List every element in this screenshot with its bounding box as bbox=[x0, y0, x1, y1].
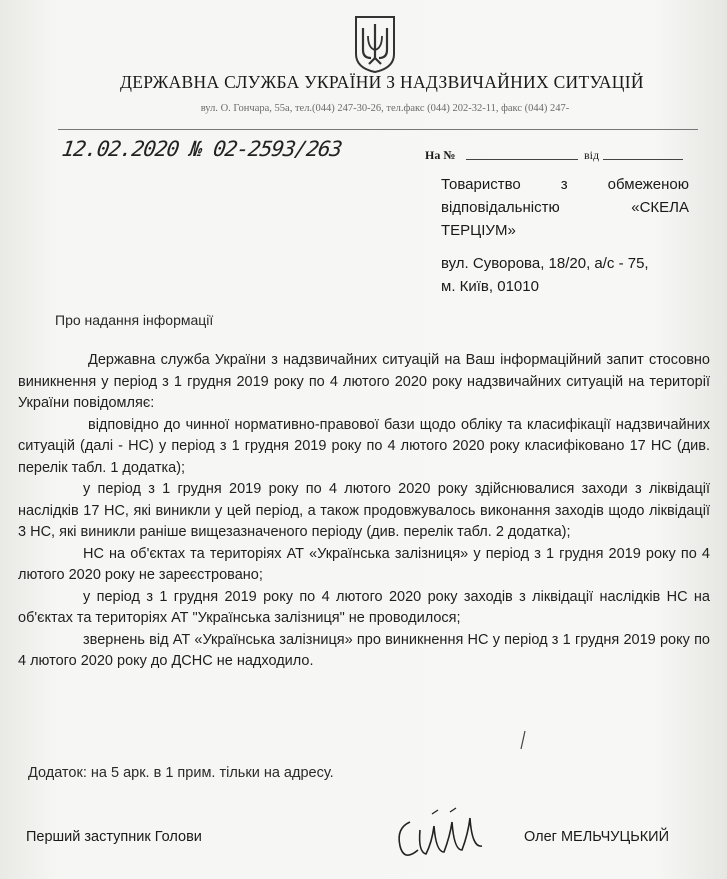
paragraph-railway-measures: у період з 1 грудня 2019 року по 4 лютого 2020 року заходів з ліквідації наслідків НС на об'єктах та територіях АТ "Українська залізниця" не проводилося; bbox=[18, 588, 710, 626]
recipient-street: вул. Суворова, 18/20, а/с - 75, bbox=[441, 255, 649, 272]
paragraph-intro: Державна служба України з надзвичайних ситуацій на Ваш інформаційний запит стосовно виникнення у період з 1 грудня 2019 року по 4 лютого 2020 року надзвичайних ситуацій на території України повідомляє: bbox=[18, 352, 710, 411]
recipient-company: Товариство з обмеженою відповідальністю «СКЕЛА ТЕРЦІУМ» bbox=[441, 176, 689, 239]
outgoing-number: 12.02.2020 № 02-2593/263 bbox=[60, 137, 344, 161]
paragraph-classification: відповідно до чинної нормативно-правової бази щодо обліку та класифікації надзвичайних ситуацій (далі - НС) у період з 1 грудня 2019 року по 4 лютого 2020 року класифіковано 17 НС (див. перелік табл. 1 додатка); bbox=[18, 416, 710, 476]
signatory-name: Олег МЕЛЬЧУЦЬКИЙ bbox=[524, 829, 670, 845]
handwritten-signature bbox=[392, 806, 492, 866]
header-divider bbox=[58, 129, 698, 130]
agency-name: ДЕРЖАВНА СЛУЖБА УКРАЇНИ З НАДЗВИЧАЙНИХ СИТУАЦІЙ bbox=[120, 72, 644, 92]
reference-number-line bbox=[466, 159, 578, 160]
trident-emblem-icon bbox=[352, 14, 398, 74]
paragraph-railway-appeals: звернень від АТ «Українська залізниця» про виникнення НС у період з 1 грудня 2019 року по 4 лютого 2020 року до ДСНС не надходило. bbox=[18, 631, 710, 669]
reference-number-label: На № bbox=[425, 148, 456, 162]
pen-mark bbox=[518, 730, 528, 750]
signatory-position: Перший заступник Голови bbox=[26, 829, 202, 845]
reference-date-label: від bbox=[584, 148, 600, 162]
recipient-city: м. Київ, 01010 bbox=[441, 278, 539, 295]
recipient-block bbox=[441, 173, 689, 298]
annex-note: Додаток: на 5 арк. в 1 прим. тільки на адресу. bbox=[28, 765, 334, 781]
agency-address: вул. О. Гончара, 55а, тел.(044) 247-30-26, тел.факс (044) 202-32-11, факс (044) 247- bbox=[200, 103, 570, 114]
letter-body bbox=[18, 350, 710, 673]
paragraph-railway-registered: НС на об'єктах та територіях АТ «Українська залізниця» у період з 1 грудня 2019 року по 4 лютого 2020 року не зареєстровано; bbox=[18, 545, 710, 583]
reference-date-line bbox=[603, 159, 683, 160]
letter-subject: Про надання інформації bbox=[55, 312, 214, 328]
paragraph-liquidation: у період з 1 грудня 2019 року по 4 лютого 2020 року здійснювалися заходи з ліквідації наслідків 17 НС, які виникли у цей період, а також продовжувалось виконання заходів щодо ліквідації 3 НС, які виникли раніше вищезазначеного періоду (див. перелік табл. 2 додатка); bbox=[18, 481, 710, 540]
